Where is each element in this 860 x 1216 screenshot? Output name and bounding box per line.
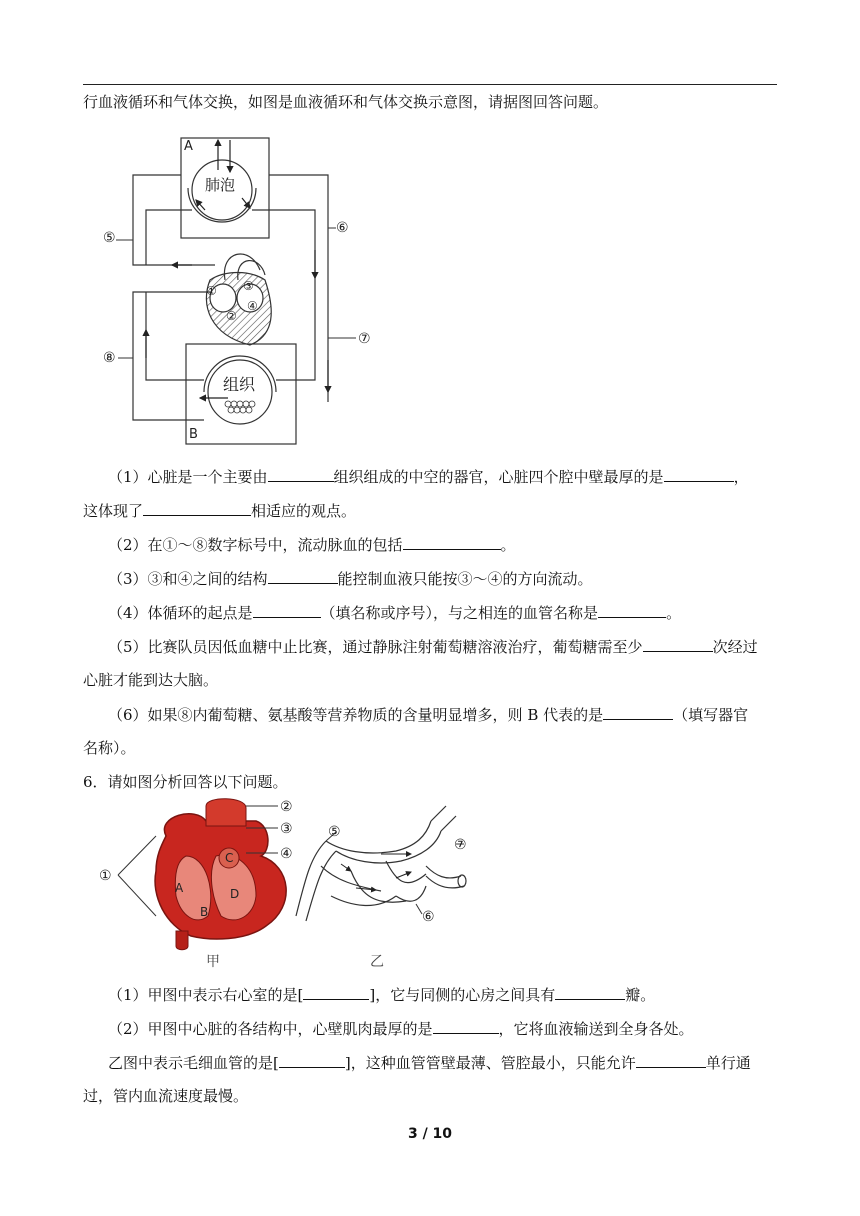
- label-n4: ④: [247, 299, 258, 313]
- page-number: 3 / 10: [407, 1126, 453, 1142]
- label-n2: ②: [226, 309, 237, 323]
- label-n8: ⑧: [103, 350, 116, 366]
- label-b: B: [189, 427, 198, 442]
- answer-blank-5[interactable]: [268, 568, 338, 584]
- q6-part3-line2: 过，管内血流速度最慢。: [83, 1087, 249, 1105]
- capillary-label-n5: ⑤: [328, 824, 341, 840]
- q5-part5-line1: （5）比赛队员因低血糖中止比赛，通过静脉注射葡萄糖溶液治疗，葡萄糖需至少 次经过: [108, 638, 758, 656]
- heart-label-n1: ①: [99, 868, 112, 884]
- answer-blank-10[interactable]: [303, 984, 369, 1000]
- heart-label-c: C: [225, 851, 234, 865]
- tissue-box-b: [186, 344, 296, 444]
- answer-blank-14[interactable]: [636, 1052, 706, 1068]
- answer-blank-2[interactable]: [664, 466, 734, 482]
- heart-label-n2: ②: [280, 799, 293, 815]
- answer-blank-11[interactable]: [555, 984, 625, 1000]
- header-rule: [83, 84, 777, 85]
- heart-label-d: D: [230, 887, 240, 901]
- label-n5: ⑤: [103, 230, 116, 246]
- q5-part5-line2: 心脏才能到达大脑。: [83, 671, 219, 689]
- caption-jia: 甲: [206, 954, 220, 970]
- capillary-label-n6: ⑥: [422, 909, 435, 925]
- answer-blank-12[interactable]: [433, 1018, 499, 1034]
- q5-part2: （2）在①～⑧数字标号中，流动脉血的包括 。: [108, 536, 516, 554]
- answer-blank-6[interactable]: [253, 602, 321, 618]
- q5-part4: （4）体循环的起点是 （填名称或序号），与之相连的血管名称是 。: [108, 604, 682, 622]
- q5-part1-line1: （1）心脏是一个主要由 组织组成的中空的器官，心脏四个腔中壁最厚的是 ，: [108, 468, 749, 486]
- heart-label-n4: ④: [280, 846, 293, 862]
- label-n6: ⑥: [336, 220, 349, 236]
- capillary-label-n7: ⑦: [454, 837, 467, 853]
- q5-part6-line2: 名称）。: [83, 739, 136, 757]
- q6-part2: （2）甲图中心脏的各结构中，心壁肌肉最厚的是 ，它将血液输送到全身各处。: [108, 1020, 694, 1038]
- heart-illustration: [155, 799, 286, 950]
- label-a: A: [184, 139, 193, 154]
- alveolus-label: 肺泡: [205, 176, 236, 194]
- heart-label-b: B: [200, 905, 209, 919]
- answer-blank-8[interactable]: [643, 636, 713, 652]
- label-n7: ⑦: [358, 331, 371, 347]
- tissue-label: 组织: [223, 375, 256, 394]
- q5-part6-line1: （6）如果⑧内葡萄糖、氨基酸等营养物质的含量明显增多，则 B 代表的是 （填写器官: [108, 706, 749, 724]
- capillary-illustration: [296, 806, 466, 921]
- heart-capillary-figure: [96, 796, 486, 976]
- heart-label-n3: ③: [280, 821, 293, 837]
- answer-blank-7[interactable]: [598, 602, 666, 618]
- answer-blank-3[interactable]: [143, 500, 251, 516]
- answer-blank-4[interactable]: [403, 534, 501, 550]
- answer-blank-1[interactable]: [268, 466, 334, 482]
- heart-label-a: A: [175, 881, 184, 895]
- q6-part1: （1）甲图中表示右心室的是[ ]，它与同侧的心房之间具有 瓣。: [108, 986, 656, 1004]
- circulation-diagram: [100, 130, 390, 450]
- q6-part3-line1: 乙图中表示毛细血管的是[ ]，这种血管管壁最薄、管腔最小，只能允许 单行通: [108, 1054, 751, 1072]
- q6-stem: 6．请如图分析回答以下问题。: [83, 773, 288, 791]
- caption-yi: 乙: [370, 954, 384, 970]
- intro-text: 行血液循环和气体交换，如图是血液循环和气体交换示意图，请据图回答问题。: [83, 93, 609, 111]
- q5-part3: （3）③和④之间的结构 能控制血液只能按③～④的方向流动。: [108, 570, 593, 588]
- answer-blank-13[interactable]: [279, 1052, 345, 1068]
- label-n1: ①: [206, 284, 217, 298]
- q5-part1-line2: 这体现了 相适应的观点。: [83, 502, 357, 520]
- label-n3: ③: [243, 279, 254, 293]
- answer-blank-9[interactable]: [603, 704, 673, 720]
